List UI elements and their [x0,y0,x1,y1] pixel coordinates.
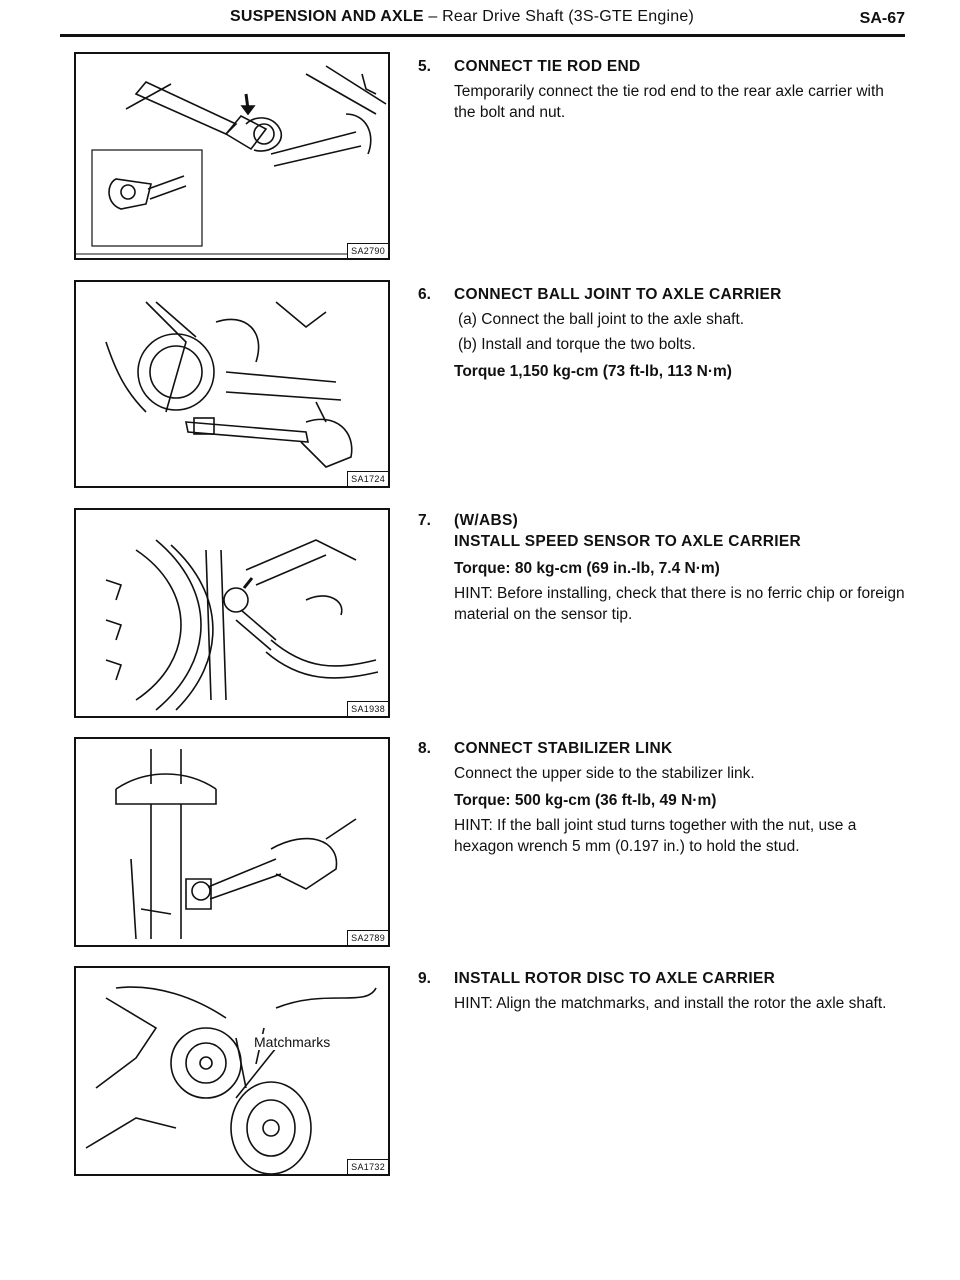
figure-tie-rod-end [74,52,390,260]
tie-rod-illustration [76,54,390,260]
step-heading: CONNECT STABILIZER LINK [454,740,673,757]
header-section: SUSPENSION AND AXLE [230,8,424,25]
step-condition: (W/ABS) [454,512,519,529]
step-hint: HINT: Before installing, check that there is no ferric chip or foreign material on the sensor tip. [454,585,905,623]
torque-spec: Torque: 500 kg-cm (36 ft-lb, 49 N·m) [454,792,717,809]
step-text: Connect the upper side to the stabilizer link. [454,765,755,782]
step-9 [418,968,908,1014]
rotor-disc-illustration [76,968,390,1176]
figure-code: SA2789 [347,930,388,945]
figure-code: SA1724 [347,471,388,486]
step-substep-a: (a) Connect the ball joint to the axle shaft. [458,311,745,328]
figure-code: SA2790 [347,243,388,258]
step-heading: CONNECT TIE ROD END [454,58,641,75]
step-5 [418,56,908,123]
step-number: 6. [418,286,431,303]
header-rule [60,34,905,37]
torque-spec: Torque 1,150 kg-cm (73 ft-lb, 113 N·m) [454,363,732,380]
step-6 [418,284,908,382]
figure-code: SA1732 [347,1159,388,1174]
torque-spec: Torque: 80 kg-cm (69 in.-lb, 7.4 N·m) [454,560,720,577]
page-header [60,4,905,34]
step-heading: INSTALL SPEED SENSOR TO AXLE CARRIER [454,533,801,550]
step-hint: HINT: Align the matchmarks, and install the rotor the axle shaft. [454,995,887,1012]
header-subtitle: – Rear Drive Shaft (3S-GTE Engine) [423,8,694,25]
speed-sensor-illustration [76,510,390,718]
matchmarks-label: Matchmarks [254,1034,331,1050]
step-8 [418,738,908,857]
figure-ball-joint [74,280,390,488]
page-number: SA-67 [859,10,905,27]
header-title [230,8,694,26]
step-substep-b: (b) Install and torque the two bolts. [458,336,696,353]
step-heading: CONNECT BALL JOINT TO AXLE CARRIER [454,286,782,303]
step-7 [418,510,908,625]
figure-rotor-disc [74,966,390,1176]
step-number: 8. [418,740,431,757]
ball-joint-illustration [76,282,390,488]
step-hint: HINT: If the ball joint stud turns together with the nut, use a hexagon wrench 5 mm (0.197 in.) to hold the stud. [454,817,857,855]
step-number: 5. [418,58,431,75]
stabilizer-link-illustration [76,739,390,947]
step-heading: INSTALL ROTOR DISC TO AXLE CARRIER [454,970,776,987]
figure-speed-sensor [74,508,390,718]
step-number: 7. [418,512,431,529]
step-number: 9. [418,970,431,987]
figure-stabilizer-link [74,737,390,947]
step-text: Temporarily connect the tie rod end to the rear axle carrier with the bolt and nut. [454,83,884,121]
figure-code: SA1938 [347,701,388,716]
